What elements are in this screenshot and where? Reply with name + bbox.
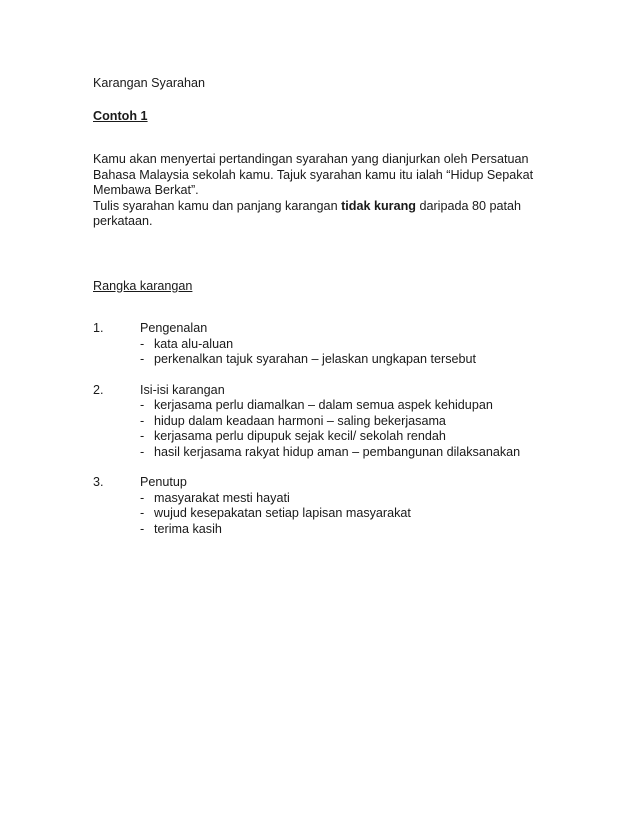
section-number: 1. — [93, 321, 104, 335]
outline-heading: Rangka karangan — [93, 278, 193, 293]
bullet-dash: - — [140, 444, 145, 459]
outline-point — [93, 414, 553, 430]
outline-point — [93, 445, 553, 461]
task-text: Tulis syarahan kamu dan panjang karangan — [93, 198, 342, 213]
bullet-dash: - — [140, 352, 145, 366]
bullet-dash: - — [140, 429, 145, 443]
point-text: kerjasama perlu diamalkan – dalam semua aspek kehidupan — [154, 398, 493, 412]
task-line: Bahasa Malaysia sekolah kamu. Tajuk syarahan kamu itu ialah “Hidup Sepakat — [93, 167, 534, 182]
task-paragraph — [93, 152, 553, 230]
bullet-dash: - — [140, 413, 145, 428]
point-text: terima kasih — [154, 521, 222, 536]
section-number: 3. — [93, 475, 104, 489]
section-title: Isi-isi karangan — [140, 382, 225, 397]
outline-section — [93, 321, 553, 368]
example-heading: Contoh 1 — [93, 108, 148, 123]
outline-point — [93, 491, 553, 507]
bullet-dash: - — [140, 398, 145, 412]
outline-point — [93, 337, 553, 353]
bullet-dash: - — [140, 336, 145, 351]
bullet-dash: - — [140, 506, 145, 520]
bullet-dash: - — [140, 521, 145, 536]
outline-point — [93, 398, 553, 414]
outline-point — [93, 506, 553, 522]
outline-point — [93, 522, 553, 538]
section-title: Pengenalan — [140, 321, 208, 335]
task-text: daripada 80 patah — [415, 198, 522, 213]
point-text: kata alu-aluan — [154, 336, 234, 351]
point-text: perkenalkan tajuk syarahan – jelaskan ungkapan tersebut — [154, 352, 477, 366]
outline-point — [93, 429, 553, 445]
document-page — [93, 76, 553, 552]
task-line: Membawa Berkat”. — [93, 183, 199, 197]
section-title: Penutup — [140, 475, 187, 489]
point-text: masyarakat mesti hayati — [154, 490, 290, 505]
bullet-dash: - — [140, 490, 145, 505]
document-title: Karangan Syarahan — [93, 76, 206, 90]
task-line — [93, 199, 553, 215]
outline-section — [93, 383, 553, 461]
task-emphasis: tidak kurang — [341, 198, 416, 213]
task-line: Kamu akan menyertai pertandingan syarahan yang dianjurkan oleh Persatuan — [93, 152, 529, 166]
outline-section — [93, 475, 553, 537]
point-text: hasil kerjasama rakyat hidup aman – pembangunan dilaksanakan — [154, 444, 521, 459]
outline-point — [93, 352, 553, 368]
point-text: hidup dalam keadaan harmoni – saling bekerjasama — [154, 413, 446, 428]
task-line: perkataan. — [93, 214, 153, 228]
point-text: kerjasama perlu dipupuk sejak kecil/ sekolah rendah — [154, 429, 446, 443]
section-number: 2. — [93, 382, 104, 397]
point-text: wujud kesepakatan setiap lapisan masyarakat — [154, 506, 411, 520]
